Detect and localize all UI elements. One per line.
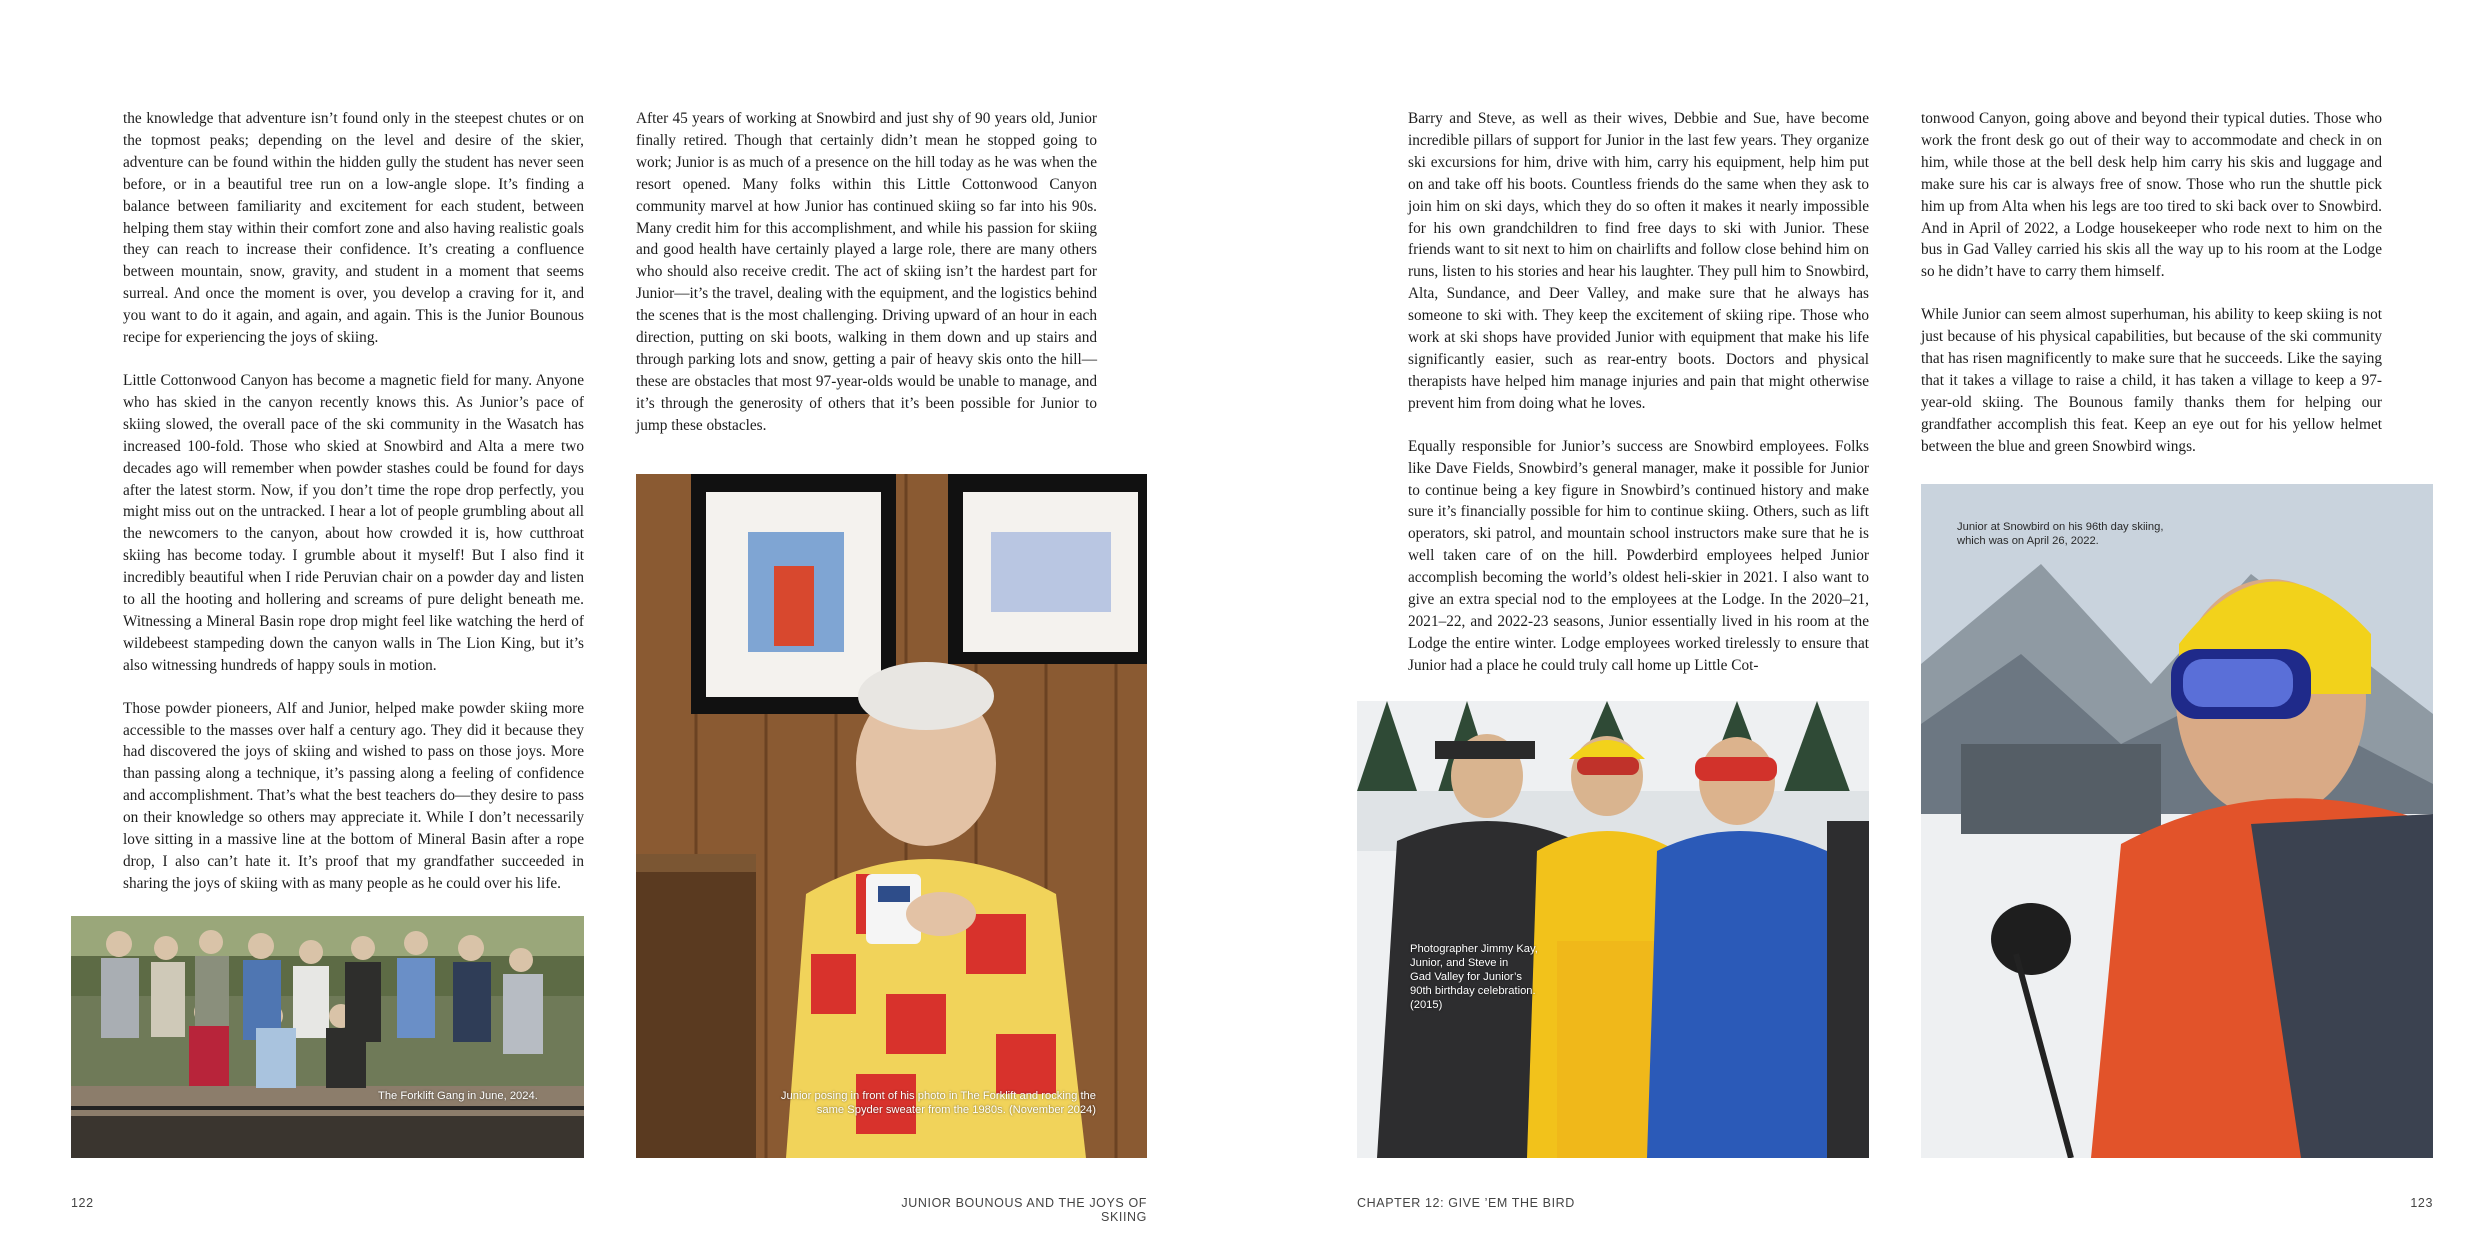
photo-junior-sweater <box>636 474 1147 1158</box>
group-photo-illustration <box>71 916 584 1158</box>
trio-photo-illustration <box>1357 701 1869 1158</box>
left-page-column-1 <box>123 108 584 916</box>
caption-line: Photographer Jimmy Kay, <box>1410 943 1538 955</box>
photo-birthday-trio <box>1357 701 1869 1158</box>
body-paragraph: Barry and Steve, as well as their wives, Debbie and Sue, have become incredible pillars of support for Junior in the last few years. They organize ski excursions for him, drive with him, carry his equipment, help him put on and take off his boots. Countless friends do the same when they ask to join him on ski days, which they do so often it makes it nearly impossible for his own grandchildren to find free days to ski with Junior. These friends want to sit next to him on chairlifts and follow close behind him on runs, listen to his stories and hear his laughter. They pull him to Snowbird, Alta, Sundance, and Deer Valley, and make sure that he always has someone to ski with. They keep the excitement of skiing ripe. Those who work at ski shops have provided Junior with equipment that make his life significantly easier, such as rear-entry boots. Doctors and physical therapists have helped him manage injuries and pain that might otherwise prevent him from doing what he loves. <box>1408 110 1869 412</box>
body-paragraph: While Junior can seem almost superhuman, his ability to keep skiing is not just because of his physical capabilities, but because of the ski community that has risen magnificently to make sure that he succeeds. Like the saying that it takes a village to raise a child, it has taken a village to keep a 97-year-old skiing. The Bounous family thanks them for helping our grandfather accomplish this feat. Keep an eye out for his yellow helmet between the blue and green Snowbird wings. <box>1921 306 2382 455</box>
left-page-column-2 <box>636 108 1097 458</box>
running-head-right: CHAPTER 12: GIVE ’EM THE BIRD <box>1357 1196 1575 1210</box>
right-page-column-1 <box>1408 108 1869 698</box>
body-paragraph: After 45 years of working at Snowbird and just shy of 90 years old, Junior finally retired. Though that certainly didn’t mean he stopped going to work; Junior is as much of a presence on the hill today as he was when the resort opened. Many folks within this Little Cottonwood Canyon community marvel at how Junior has continued skiing so far into his 90s. Many credit him for this accomplishment, and while his passion for skiing and good health have certainly played a large role, there are many others who should also receive credit. The act of skiing isn’t the hardest part for Junior—it’s the travel, dealing with the equipment, and the logistics behind the scenes that is the most challenging. Driving upward of an hour in each direction, putting on ski boots, walking in them down and up stairs and through parking lots and snow, getting a pair of heavy skis onto the hill—these are obstacles that most 97-year-olds would be unable to manage, and it’s through the generosity of others that it’s been possible for Junior to jump these obstacles. <box>636 110 1097 434</box>
body-paragraph: Equally responsible for Junior’s success are Snowbird employees. Folks like Dave Fields, Snowbird’s general manager, make it possible for Junior to continue being a key figure in Snowbird’s continued history and make sure it’s financially possible for him to continue skiing. Others, such as lift operators, ski patrol, and mountain school instructors make sure that he is well taken care of on the hill. Powderbird employees helped Junior accomplish becoming the world’s oldest heli-skier in 2021. I also want to give an extra special nod to the employees at the Lodge. In the 2020–21, 2021–22, and 2022-23 seasons, Junior essentially lived in his room at the Lodge the entire winter. Lodge employees worked tirelessly to ensure that Junior had a place he could truly call home up Little Cot- <box>1408 437 1869 674</box>
photo-caption <box>1410 942 1580 1012</box>
caption-line: (2015) <box>1410 999 1443 1011</box>
right-page-column-2 <box>1921 108 2382 479</box>
skier-photo-illustration <box>1921 484 2433 1158</box>
caption-line: which was on April 26, 2022. <box>1957 535 2099 547</box>
page-number-left: 122 <box>71 1196 94 1210</box>
photo-96th-day <box>1921 484 2433 1158</box>
caption-line: Junior, and Steve in <box>1410 957 1509 969</box>
caption-line: 90th birthday celebration. <box>1410 985 1536 997</box>
photo-caption: The Forklift Gang in June, 2024. <box>378 1090 538 1102</box>
photo-caption: Junior posing in front of his photo in The Forklift and rocking the same Spyder sweater from the 1980s. (November 2024) <box>780 1090 1096 1116</box>
caption-line: Junior at Snowbird on his 96th day skiing, <box>1957 521 2164 533</box>
body-paragraph: Little Cottonwood Canyon has become a magnetic field for many. Anyone who has skied in the canyon recently knows this. As Junior’s pace of skiing slowed, the overall pace of the ski community in the Wasatch has increased 100-fold. Those who skied at Snowbird and Alta a mere two decades ago will remember when powder stashes could be found for days after the latest storm. Now, if you don’t time the rope drop perfectly, you might miss out on the untracked. I hear a lot of people grumbling about all the newcomers to the canyon, about how crowded it is, how cutthroat skiing has become today. I grumble about it myself! But I also find it incredibly beautiful when I ride Peruvian chair on a powder day and listen to all the hooting and hollering and screams of pure delight beneath me. Witnessing a Mineral Basin rope drop might feel like watching the herd of wildebeest stampeding down the canyon walls in The Lion King, but it’s also witnessing hundreds of happy souls in motion. <box>123 371 584 674</box>
portrait-photo-illustration <box>636 474 1147 1158</box>
body-paragraph: tonwood Canyon, going above and beyond their typical duties. Those who work the front desk go out of their way to accommodate and check in on him, while those at the bell desk help him carry his skis and luggage and make sure his car is always free of snow. Those who run the shuttle pick him up from Alta when his legs are too tired to ski back over to Snowbird. And in April of 2022, a Lodge housekeeper who rode next to him on the bus in Gad Valley carried his skis all the way up to his room at the Lodge so he didn’t have to carry them himself. <box>1921 110 2382 281</box>
page-number-right: 123 <box>2410 1196 2433 1210</box>
running-head-left: JUNIOR BOUNOUS AND THE JOYS OF SKIING <box>901 1196 1147 1224</box>
photo-forklift-gang <box>71 916 584 1158</box>
body-paragraph: the knowledge that adventure isn’t found only in the steepest chutes or on the topmost peaks; depending on the level and desire of the skier, adventure can be found within the hidden gully the student has never seen before, or in a beautiful tree run on a low-angle slope. It’s finding a balance between familiarity and excitement for each student, between helping them stay within their comfort zone and also having realistic goals they can reach to increase their confidence. It’s creating a confluence between mountain, snow, gravity, and student in a moment that seems surreal. And once the moment is over, you develop a craving for it, and you want to do it again, and again, and again. This is the Junior Bounous recipe for experiencing the joys of skiing. <box>123 110 584 347</box>
body-paragraph: Those powder pioneers, Alf and Junior, helped make powder skiing more accessible to the masses over half a century ago. They did it because they had discovered the joys of skiing and wished to pass on those joys. More than passing along a technique, it’s passing along a feeling of confidence and accomplishment. That’s what the best teachers do—they desire to pass on their knowledge so others may appreciate it. While I don’t necessarily love sitting in a massive line at the bottom of Mineral Basin after a rope drop, I also can’t hate it. It’s proof that my grandfather succeeded in sharing the joys of skiing with as many people as he could over his life. <box>123 699 584 892</box>
photo-caption <box>1957 520 2217 548</box>
caption-line: Gad Valley for Junior’s <box>1410 971 1522 983</box>
